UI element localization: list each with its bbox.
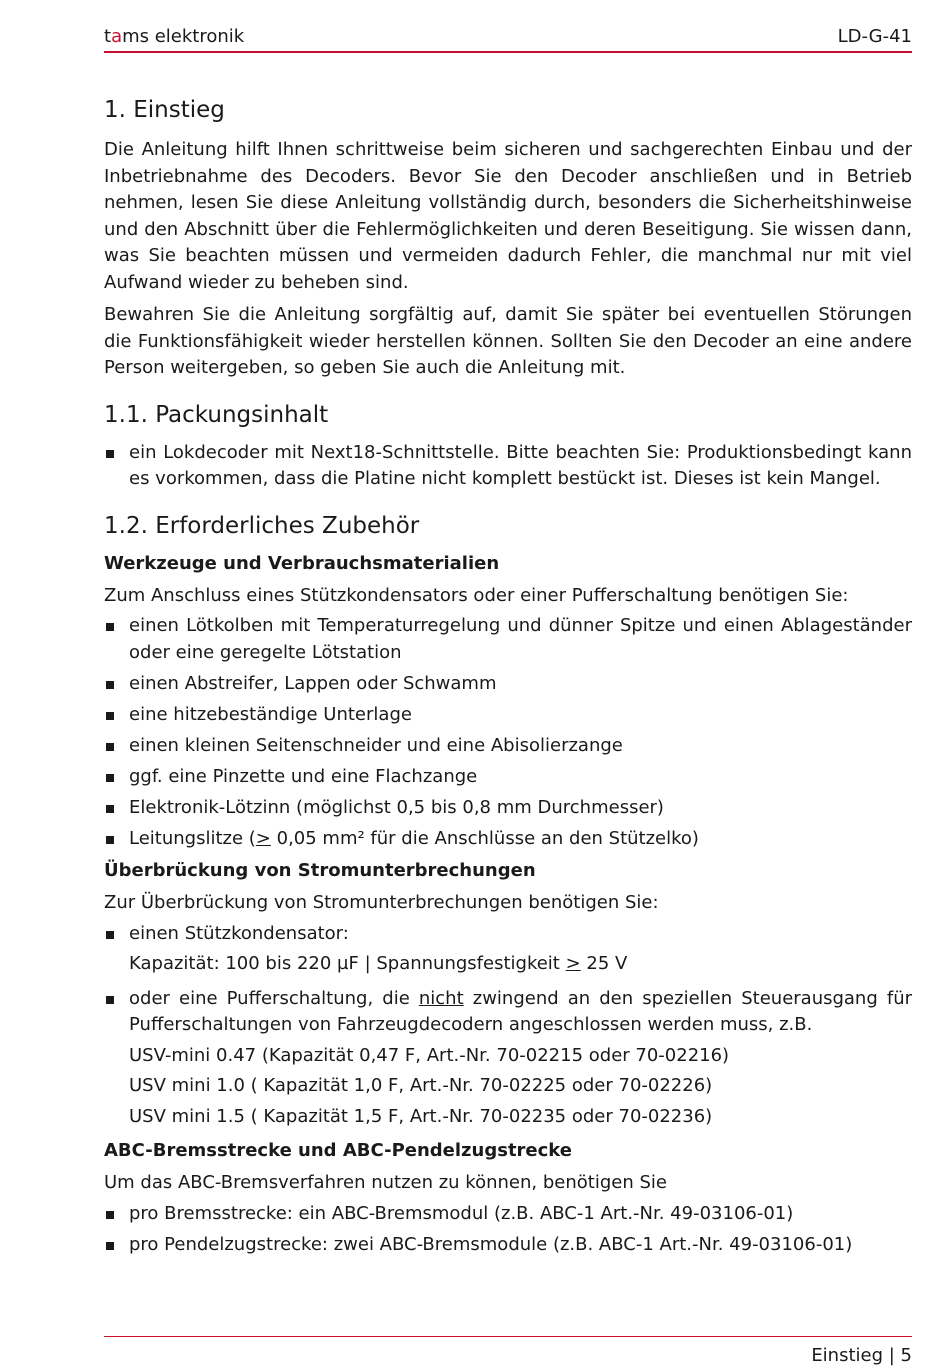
- subheading-bridging: Überbrückung von Stromunterbrechungen: [104, 860, 536, 881]
- bullet-icon: [106, 450, 114, 458]
- abc-intro: Um das ABC-Bremsverfahren nutzen zu können, benötigen Sie: [104, 1172, 667, 1193]
- bullet-icon: [106, 681, 114, 689]
- bridging-list: [104, 921, 912, 1131]
- bullet-icon: [106, 931, 114, 939]
- tools-list: [104, 613, 912, 852]
- section-title-packungsinhalt: 1.1. Packungsinhalt: [104, 401, 329, 428]
- list-item: einen Stützkondensator: Kapazität: 100 bis 220 µF | Spannungsfestigkeit > 25 V: [104, 921, 912, 978]
- bullet-icon: [106, 774, 114, 782]
- section-title-zubehoer: 1.2. Erforderliches Zubehör: [104, 512, 420, 539]
- list-item: einen kleinen Seitenschneider und eine Abisolierzange: [104, 733, 912, 760]
- brand-logo: tams elektronik: [104, 26, 245, 47]
- list-item: Leitungslitze (> 0,05 mm² für die Anschlüsse an den Stützelko): [104, 826, 912, 853]
- intro-paragraph: Die Anleitung hilft Ihnen schrittweise beim sicheren und sachgerechten Einbau und der Inbetriebnahme des Decoders. Bevor Sie den Decoder anschließen und in Betrieb nehmen, lesen Sie diese Anleitung vollständig durch, besonders die Sicherheitshinweise und den Abschnitt über die Fehlermöglichkeiten und deren Beseitigung. Sie wissen dann, was Sie beachten müssen und vermeiden dadurch Fehler, die manchmal nur mit viel Aufwand wieder zu beheben sind.: [104, 139, 912, 293]
- bullet-icon: [106, 1242, 114, 1250]
- bullet-icon: [106, 996, 114, 1004]
- list-item: pro Bremsstrecke: ein ABC-Bremsmodul (z.B. ABC-1 Art.-Nr. 49-03106-01): [104, 1201, 912, 1228]
- section-title-einstieg: 1. Einstieg: [104, 97, 225, 123]
- usv-option: USV mini 1.5 ( Kapazität 1,5 F, Art.-Nr. 70-02235 oder 70-02236): [129, 1105, 713, 1127]
- tools-intro: Zum Anschluss eines Stützkondensators oder einer Pufferschaltung benötigen Sie:: [104, 584, 849, 606]
- list-item: ein Lokdecoder mit Next18-Schnittstelle. Bitte beachten Sie: Produktionsbedingt kann es vorkommen, dass die Platine nicht komplett bestückt ist. Dieses ist kein Mangel.: [104, 440, 912, 493]
- subheading-tools: Werkzeuge und Verbrauchsmaterialien: [104, 552, 500, 574]
- list-item: oder eine Pufferschaltung, die nicht zwingend an den speziellen Steuerausgang für Pufferschaltungen von Fahrzeugdecodern angeschlossen werden muss, z.B. USV-mini 0.47 (Kapazität 0,47 F, Art.-Nr. 70-02215 oder 70-02216) USV mini 1.0 ( Kapazität 1,0 F, Art.-Nr. 70-02225 oder 70-02226) USV mini 1.5 ( Kapazität 1,5 F, Art.-Nr. 70-02235 oder 70-02236): [104, 986, 912, 1131]
- list-item: einen Abstreifer, Lappen oder Schwamm: [104, 671, 912, 698]
- bullet-icon: [106, 836, 114, 844]
- bullet-icon: [106, 712, 114, 720]
- footer-rule: [104, 1336, 912, 1337]
- document-code: LD-G-41: [837, 26, 912, 47]
- keep-manual-paragraph: Bewahren Sie die Anleitung sorgfältig auf, damit Sie später bei eventuellen Störungen die Funktionsfähigkeit wieder herstellen können. Sollten Sie den Decoder an eine andere Person weitergeben, so geben Sie auch die Anleitung mit.: [104, 304, 912, 378]
- list-item: Elektronik-Lötzinn (möglichst 0,5 bis 0,8 mm Durchmesser): [104, 795, 912, 822]
- abc-list: [104, 1201, 912, 1259]
- page-footer: Einstieg | 5: [811, 1345, 912, 1366]
- list-item: eine hitzebeständige Unterlage: [104, 702, 912, 729]
- usv-option: USV mini 1.0 ( Kapazität 1,0 F, Art.-Nr. 70-02225 oder 70-02226): [129, 1075, 713, 1096]
- capacitor-spec: Kapazität: 100 bis 220 µF | Spannungsfestigkeit > 25 V: [129, 953, 628, 974]
- usv-option: USV-mini 0.47 (Kapazität 0,47 F, Art.-Nr. 70-02215 oder 70-02216): [129, 1044, 730, 1066]
- list-item: einen Lötkolben mit Temperaturregelung und dünner Spitze und einen Ablageständer oder eine geregelte Lötstation: [104, 613, 912, 666]
- list-item: pro Pendelzugstrecke: zwei ABC-Bremsmodule (z.B. ABC-1 Art.-Nr. 49-03106-01): [104, 1232, 912, 1259]
- bullet-icon: [106, 743, 114, 751]
- package-contents-list: [104, 440, 912, 493]
- bullet-icon: [106, 1211, 114, 1219]
- header-rule: [104, 51, 912, 53]
- bullet-icon: [106, 805, 114, 813]
- bridging-intro: Zur Überbrückung von Stromunterbrechungen benötigen Sie:: [104, 892, 659, 913]
- subheading-abc: ABC-Bremsstrecke und ABC-Pendelzugstrecke: [104, 1140, 572, 1161]
- bullet-icon: [106, 623, 114, 631]
- list-item: ggf. eine Pinzette und eine Flachzange: [104, 764, 912, 791]
- page-header: [104, 26, 912, 52]
- page-content: [104, 92, 912, 1264]
